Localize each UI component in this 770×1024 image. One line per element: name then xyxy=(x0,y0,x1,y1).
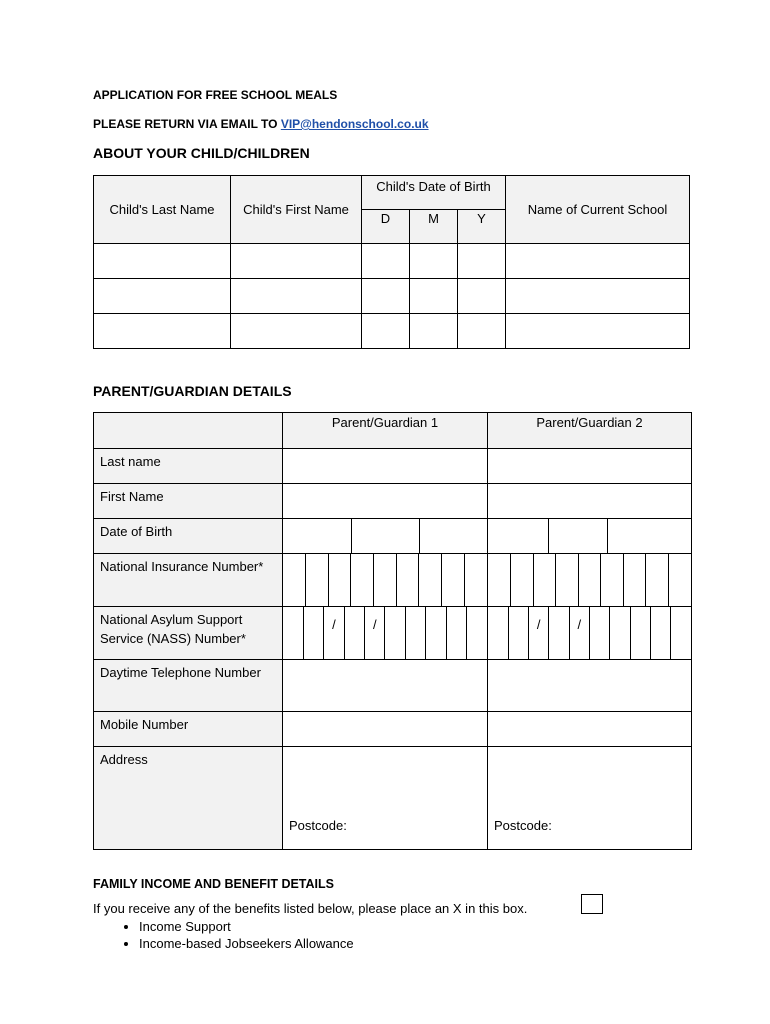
row-day-phone: Daytime Telephone Number xyxy=(94,660,283,712)
row-mobile: Mobile Number xyxy=(94,712,283,747)
benefit-list xyxy=(93,918,354,952)
p1-ni-box[interactable] xyxy=(351,554,374,606)
child3-dob-day-field[interactable] xyxy=(362,314,410,349)
p1-nass-cell xyxy=(283,607,488,660)
p2-ni-box[interactable] xyxy=(668,554,691,606)
p1-first-name-field[interactable] xyxy=(283,484,488,519)
child1-dob-month-field[interactable] xyxy=(410,244,458,279)
dob-month-header: M xyxy=(410,210,458,244)
p2-nass-separator: / xyxy=(569,607,589,659)
p1-nass-box[interactable] xyxy=(283,607,303,659)
p2-dob-year-field[interactable] xyxy=(608,519,692,553)
p1-ni-box[interactable] xyxy=(442,554,465,606)
p2-ni-box[interactable] xyxy=(601,554,624,606)
p2-nass-box[interactable] xyxy=(508,607,528,659)
p2-nass-box[interactable] xyxy=(488,607,508,659)
p1-mobile-field[interactable] xyxy=(283,712,488,747)
p2-day-phone-field[interactable] xyxy=(488,660,692,712)
p1-nass-box[interactable] xyxy=(344,607,364,659)
child1-school-field[interactable] xyxy=(506,244,690,279)
col-last-name: Child's Last Name xyxy=(94,176,231,244)
p2-nass-cell xyxy=(488,607,692,660)
child3-last-name-field[interactable] xyxy=(94,314,231,349)
p2-nass-box[interactable] xyxy=(650,607,670,659)
p2-dob-month-field[interactable] xyxy=(549,519,608,553)
col-first-name: Child's First Name xyxy=(231,176,362,244)
parents-heading: PARENT/GUARDIAN DETAILS xyxy=(93,383,292,399)
col-school: Name of Current School xyxy=(506,176,690,244)
p1-nass-box[interactable] xyxy=(446,607,466,659)
p2-dob-cell xyxy=(488,519,692,554)
parents-corner-cell xyxy=(94,413,283,449)
p1-nass-box[interactable] xyxy=(426,607,446,659)
p2-nass-separator: / xyxy=(529,607,549,659)
p2-ni-box[interactable] xyxy=(533,554,556,606)
benefit-checkbox[interactable] xyxy=(581,894,603,914)
dob-year-header: Y xyxy=(458,210,506,244)
p2-ni-box[interactable] xyxy=(488,554,511,606)
child2-first-name-field[interactable] xyxy=(231,279,362,314)
p2-ni-cell xyxy=(488,554,692,607)
return-instruction xyxy=(93,117,429,131)
p2-nass-box[interactable] xyxy=(549,607,569,659)
child1-first-name-field[interactable] xyxy=(231,244,362,279)
p2-first-name-field[interactable] xyxy=(488,484,692,519)
child2-dob-month-field[interactable] xyxy=(410,279,458,314)
p1-dob-cell xyxy=(283,519,488,554)
p1-dob-month-field[interactable] xyxy=(351,519,419,553)
p2-ni-box[interactable] xyxy=(623,554,646,606)
child1-dob-day-field[interactable] xyxy=(362,244,410,279)
family-heading: FAMILY INCOME AND BENEFIT DETAILS xyxy=(93,877,334,891)
child2-dob-year-field[interactable] xyxy=(458,279,506,314)
p2-nass-box[interactable] xyxy=(610,607,630,659)
p2-last-name-field[interactable] xyxy=(488,449,692,484)
parents-table xyxy=(93,412,692,850)
dob-day-header: D xyxy=(362,210,410,244)
children-heading: ABOUT YOUR CHILD/CHILDREN xyxy=(93,145,310,161)
return-prefix: PLEASE RETURN VIA EMAIL TO xyxy=(93,117,281,131)
col-dob: Child's Date of Birth xyxy=(362,176,506,210)
p2-dob-day-field[interactable] xyxy=(488,519,549,553)
list-item: • Income-based Jobseekers Allowance xyxy=(139,935,354,952)
child3-school-field[interactable] xyxy=(506,314,690,349)
p1-day-phone-field[interactable] xyxy=(283,660,488,712)
p2-address-field[interactable] xyxy=(488,747,692,850)
p2-postcode-label: Postcode: xyxy=(494,818,552,833)
row-nass: National Asylum Support Service (NASS) Number* xyxy=(94,607,283,660)
p2-ni-box[interactable] xyxy=(556,554,579,606)
row-first-name: First Name xyxy=(94,484,283,519)
p1-last-name-field[interactable] xyxy=(283,449,488,484)
children-table xyxy=(93,175,690,349)
p1-dob-day-field[interactable] xyxy=(283,519,351,553)
form-title: APPLICATION FOR FREE SCHOOL MEALS xyxy=(93,88,338,102)
return-email-link[interactable]: VIP@hendonschool.co.uk xyxy=(280,117,429,131)
list-item: • Income Support xyxy=(139,918,354,935)
p1-nass-box[interactable] xyxy=(385,607,405,659)
child2-last-name-field[interactable] xyxy=(94,279,231,314)
col-parent1: Parent/Guardian 1 xyxy=(283,413,488,449)
p1-nass-box[interactable] xyxy=(405,607,425,659)
row-dob: Date of Birth xyxy=(94,519,283,554)
child1-last-name-field[interactable] xyxy=(94,244,231,279)
p2-ni-box[interactable] xyxy=(646,554,669,606)
p1-dob-year-field[interactable] xyxy=(419,519,487,553)
child3-dob-year-field[interactable] xyxy=(458,314,506,349)
p1-nass-box[interactable] xyxy=(303,607,323,659)
p1-address-field[interactable] xyxy=(283,747,488,850)
p1-ni-box[interactable] xyxy=(283,554,306,606)
p2-nass-box[interactable] xyxy=(589,607,609,659)
child1-dob-year-field[interactable] xyxy=(458,244,506,279)
child2-dob-day-field[interactable] xyxy=(362,279,410,314)
p1-ni-box[interactable] xyxy=(328,554,351,606)
p1-ni-box[interactable] xyxy=(464,554,487,606)
benefit-instruction: If you receive any of the benefits listed below, please place an X in this box. xyxy=(93,901,528,916)
child3-dob-month-field[interactable] xyxy=(410,314,458,349)
p1-ni-cell xyxy=(283,554,488,607)
p1-nass-separator: / xyxy=(365,607,385,659)
row-address: Address xyxy=(94,747,283,850)
child3-first-name-field[interactable] xyxy=(231,314,362,349)
row-ni: National Insurance Number* xyxy=(94,554,283,607)
p1-postcode-label: Postcode: xyxy=(289,818,347,833)
col-parent2: Parent/Guardian 2 xyxy=(488,413,692,449)
p2-ni-box[interactable] xyxy=(578,554,601,606)
p1-ni-box[interactable] xyxy=(419,554,442,606)
p1-ni-box[interactable] xyxy=(396,554,419,606)
p2-ni-box[interactable] xyxy=(511,554,534,606)
p1-nass-box[interactable] xyxy=(467,607,487,659)
p1-ni-box[interactable] xyxy=(374,554,397,606)
p2-nass-box[interactable] xyxy=(671,607,691,659)
p1-nass-separator: / xyxy=(324,607,344,659)
p1-ni-box[interactable] xyxy=(306,554,329,606)
p2-nass-box[interactable] xyxy=(630,607,650,659)
row-last-name: Last name xyxy=(94,449,283,484)
p2-mobile-field[interactable] xyxy=(488,712,692,747)
child2-school-field[interactable] xyxy=(506,279,690,314)
